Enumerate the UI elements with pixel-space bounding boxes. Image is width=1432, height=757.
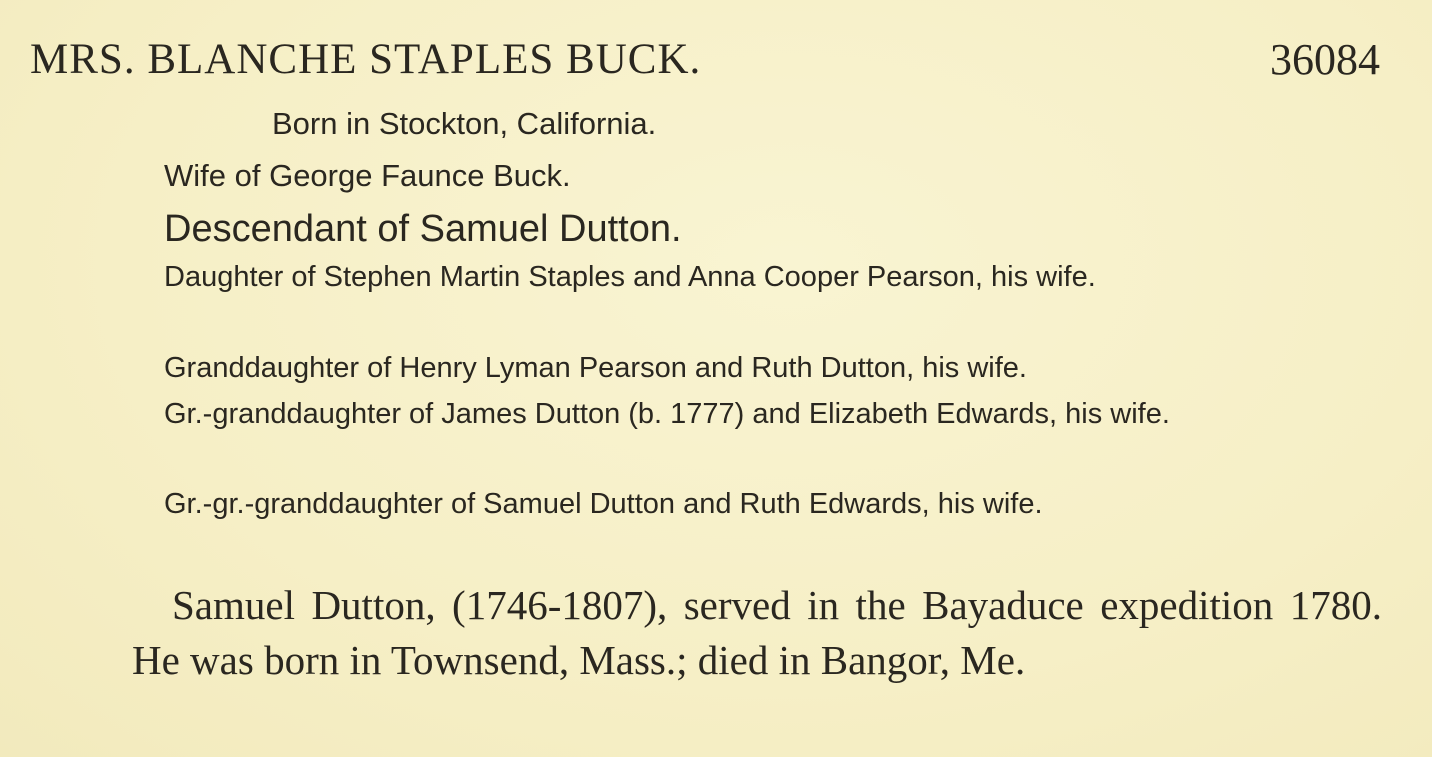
descendant-line: Descendant of Samuel Dutton. <box>164 208 682 250</box>
service-record: Samuel Dutton, (1746-1807), served in the Bayaduce expedition 1780. He was born in Townsend, Mass.; died in Bangor, Me. <box>132 582 1382 683</box>
entry-number: 36084 <box>1270 35 1380 84</box>
birthplace-line: Born in Stockton, California. <box>272 106 657 141</box>
entry-title: MRS. BLANCHE STAPLES BUCK. <box>30 36 702 83</box>
spouse-line: Wife of George Faunce Buck. <box>164 158 571 193</box>
lineage-item: Gr.-gr.-granddaughter of Samuel Dutton and Ruth Edwards, his wife. <box>164 488 1043 520</box>
lineage-item: Granddaughter of Henry Lyman Pearson and Ruth Dutton, his wife. <box>164 352 1027 384</box>
entry-header <box>30 30 1380 90</box>
lineage-item: Gr.-granddaughter of James Dutton (b. 1777) and Elizabeth Edwards, his wife. <box>164 398 1170 430</box>
lineage-item: Daughter of Stephen Martin Staples and Anna Cooper Pearson, his wife. <box>164 261 1096 293</box>
